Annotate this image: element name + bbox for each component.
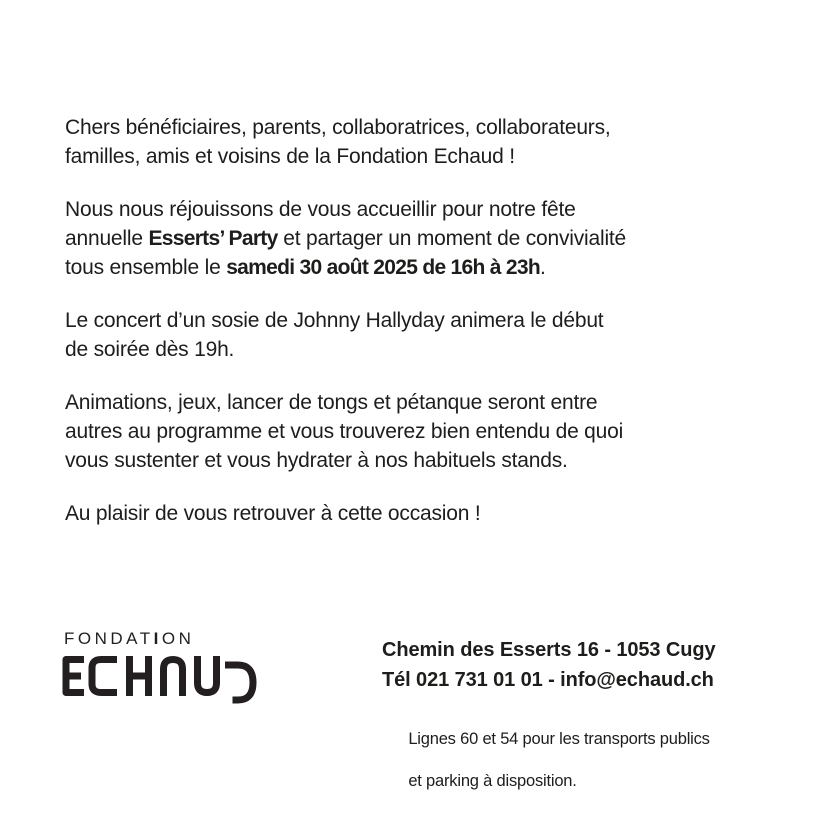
logo-text-accent: I bbox=[153, 629, 162, 648]
paragraph-line: autres au programme et vous trouverez bien entendu de quoi bbox=[65, 420, 624, 443]
footer-contact-block bbox=[382, 635, 792, 813]
event-name-bold: Esserts’ Party bbox=[148, 227, 278, 250]
paragraph-text: et partager un moment de convivialité bbox=[277, 227, 627, 250]
paragraph-line: Animations, jeux, lancer de tongs et pétanque seront entre bbox=[65, 391, 598, 414]
activities-paragraph bbox=[65, 388, 705, 475]
transport-info bbox=[382, 708, 792, 813]
paragraph-line: Nous nous réjouissons de vous accueillir pour notre fête bbox=[65, 198, 576, 221]
wordmark-letter-h bbox=[130, 656, 149, 696]
letter-body bbox=[65, 113, 705, 552]
paragraph-line bbox=[65, 256, 546, 279]
paragraph-text: annuelle bbox=[65, 227, 149, 250]
transport-line: Lignes 60 et 54 pour les transports publics bbox=[408, 730, 710, 748]
address-line: Chemin des Esserts 16 - 1053 Cugy bbox=[382, 639, 716, 661]
paragraph-line: de soirée dès 19h. bbox=[65, 338, 235, 361]
closing-paragraph bbox=[65, 499, 705, 528]
wordmark-letter-e bbox=[66, 660, 84, 693]
paragraph-text: . bbox=[539, 256, 546, 279]
transport-line: et parking à disposition. bbox=[408, 772, 577, 790]
logo-text-part: FONDAT bbox=[64, 629, 154, 648]
invitation-paragraph bbox=[65, 195, 705, 282]
paragraph-text: tous ensemble le bbox=[65, 256, 227, 279]
wordmark-letter-c bbox=[92, 660, 117, 693]
contact-line: Tél 021 731 01 01 - info@echaud.ch bbox=[382, 669, 714, 691]
paragraph-line bbox=[65, 227, 626, 250]
greeting-paragraph bbox=[65, 113, 705, 171]
paragraph-line: Le concert d’un sosie de Johnny Hallyday animera le début bbox=[65, 309, 604, 332]
wordmark-letter-d bbox=[225, 665, 253, 700]
paragraph-line: familles, amis et voisins de la Fondation Echaud ! bbox=[65, 145, 515, 168]
concert-paragraph bbox=[65, 306, 705, 364]
echaud-wordmark-logo bbox=[62, 656, 258, 706]
logo-text-part: ON bbox=[161, 629, 195, 648]
paragraph-line: Au plaisir de vous retrouver à cette occasion ! bbox=[65, 502, 481, 525]
wordmark-letter-a bbox=[164, 660, 183, 697]
paragraph-line: Chers bénéficiaires, parents, collaboratrices, collaborateurs, bbox=[65, 116, 611, 139]
event-date-bold: samedi 30 août 2025 de 16h à 23h bbox=[226, 256, 540, 279]
fondation-logo-text bbox=[64, 629, 194, 649]
paragraph-line: vous sustenter et vous hydrater à nos habituels stands. bbox=[65, 449, 568, 472]
wordmark-letter-u bbox=[198, 656, 217, 693]
